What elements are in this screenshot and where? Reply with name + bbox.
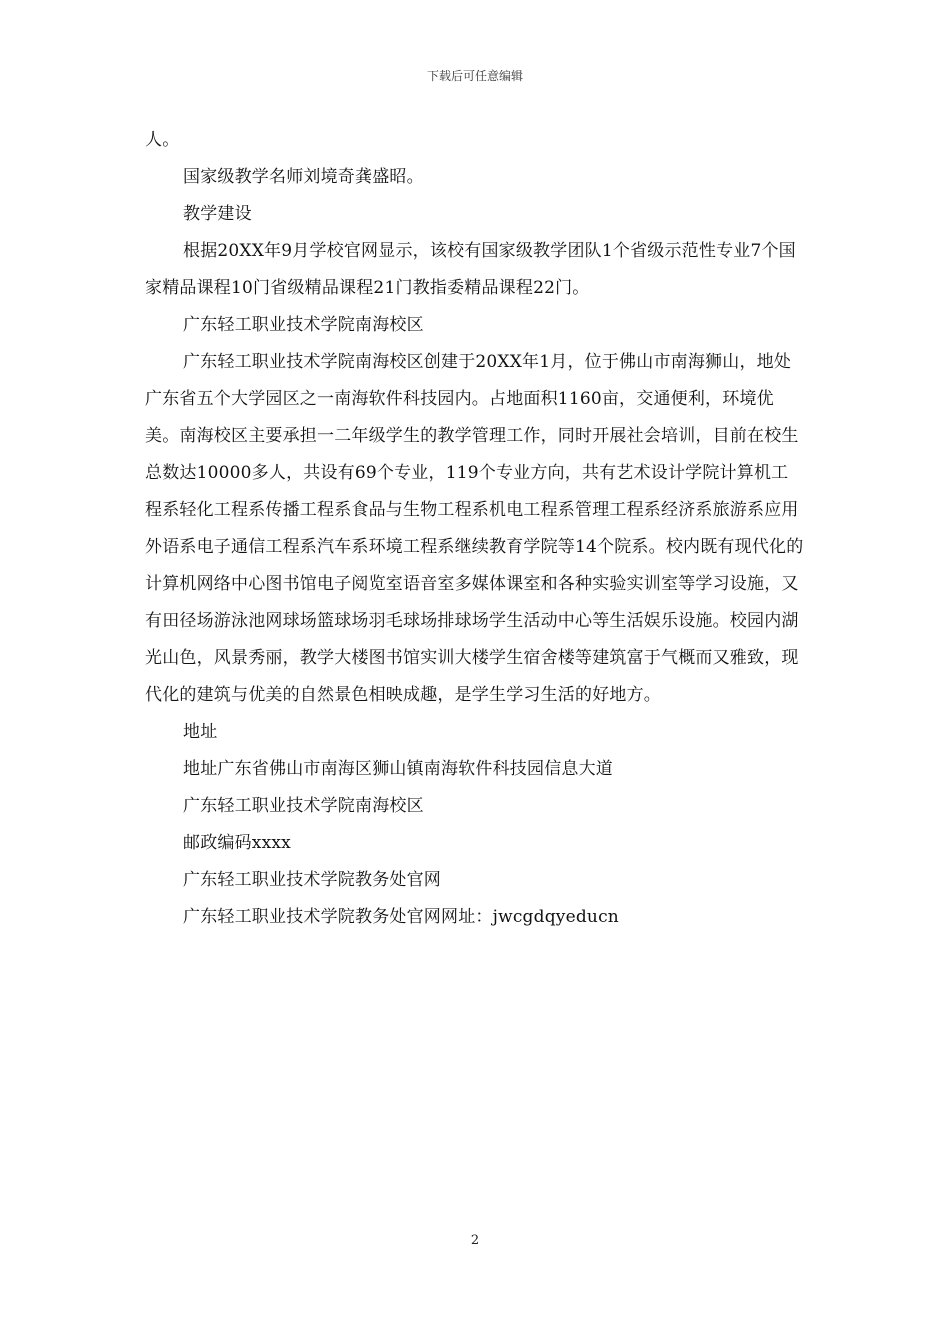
paragraph: 人。: [145, 130, 180, 150]
section-heading: 地址: [183, 722, 218, 742]
paragraph: 广东轻工职业技术学院教务处官网网址：jwcgdqyeducn: [183, 907, 619, 927]
section-heading: 广东轻工职业技术学院南海校区: [183, 315, 424, 335]
document-body: [145, 122, 805, 936]
paragraph: 地址广东省佛山市南海区狮山镇南海软件科技园信息大道: [183, 759, 613, 779]
section-heading: 广东轻工职业技术学院教务处官网: [183, 870, 441, 890]
paragraph: 国家级教学名师刘境奇龚盛昭。: [183, 167, 424, 187]
paragraph: 根据20XX年9月学校官网显示，该校有国家级教学团队1个省级示范性专业7个国家精品课程10门省级精品课程21门教指委精品课程22门。: [145, 241, 796, 298]
section-heading: 教学建设: [183, 204, 252, 224]
paragraph: 广东轻工职业技术学院南海校区: [183, 796, 424, 816]
paragraph: 广东轻工职业技术学院南海校区创建于20XX年1月，位于佛山市南海狮山，地处广东省五个大学园区之一南海软件科技园内。占地面积1160亩，交通便利，环境优美。南海校区主要承担一二年级学生的教学管理工作，同时开展社会培训，目前在校生总数达10000多人，共设有69个专业，119个专业方向，共有艺术设计学院计算机工程系轻化工程系传播工程系食品与生物工程系机电工程系管理工程系经济系旅游系应用外语系电子通信工程系汽车系环境工程系继续教育学院等14个院系。校内既有现代化的计算机网络中心图书馆电子阅览室语音室多媒体课室和各种实验实训室等学习设施，又有田径场游泳池网球场篮球场羽毛球场排球场学生活动中心等生活娱乐设施。校园内湖光山色，风景秀丽，教学大楼图书馆实训大楼学生宿舍楼等建筑富于气概而又雅致，现代化的建筑与优美的自然景色相映成趣，是学生学习生活的好地方。: [145, 352, 804, 705]
paragraph: 邮政编码xxxx: [183, 833, 291, 853]
page-number: 2: [470, 1233, 480, 1248]
page-header: 下载后可任意编辑: [426, 69, 523, 83]
